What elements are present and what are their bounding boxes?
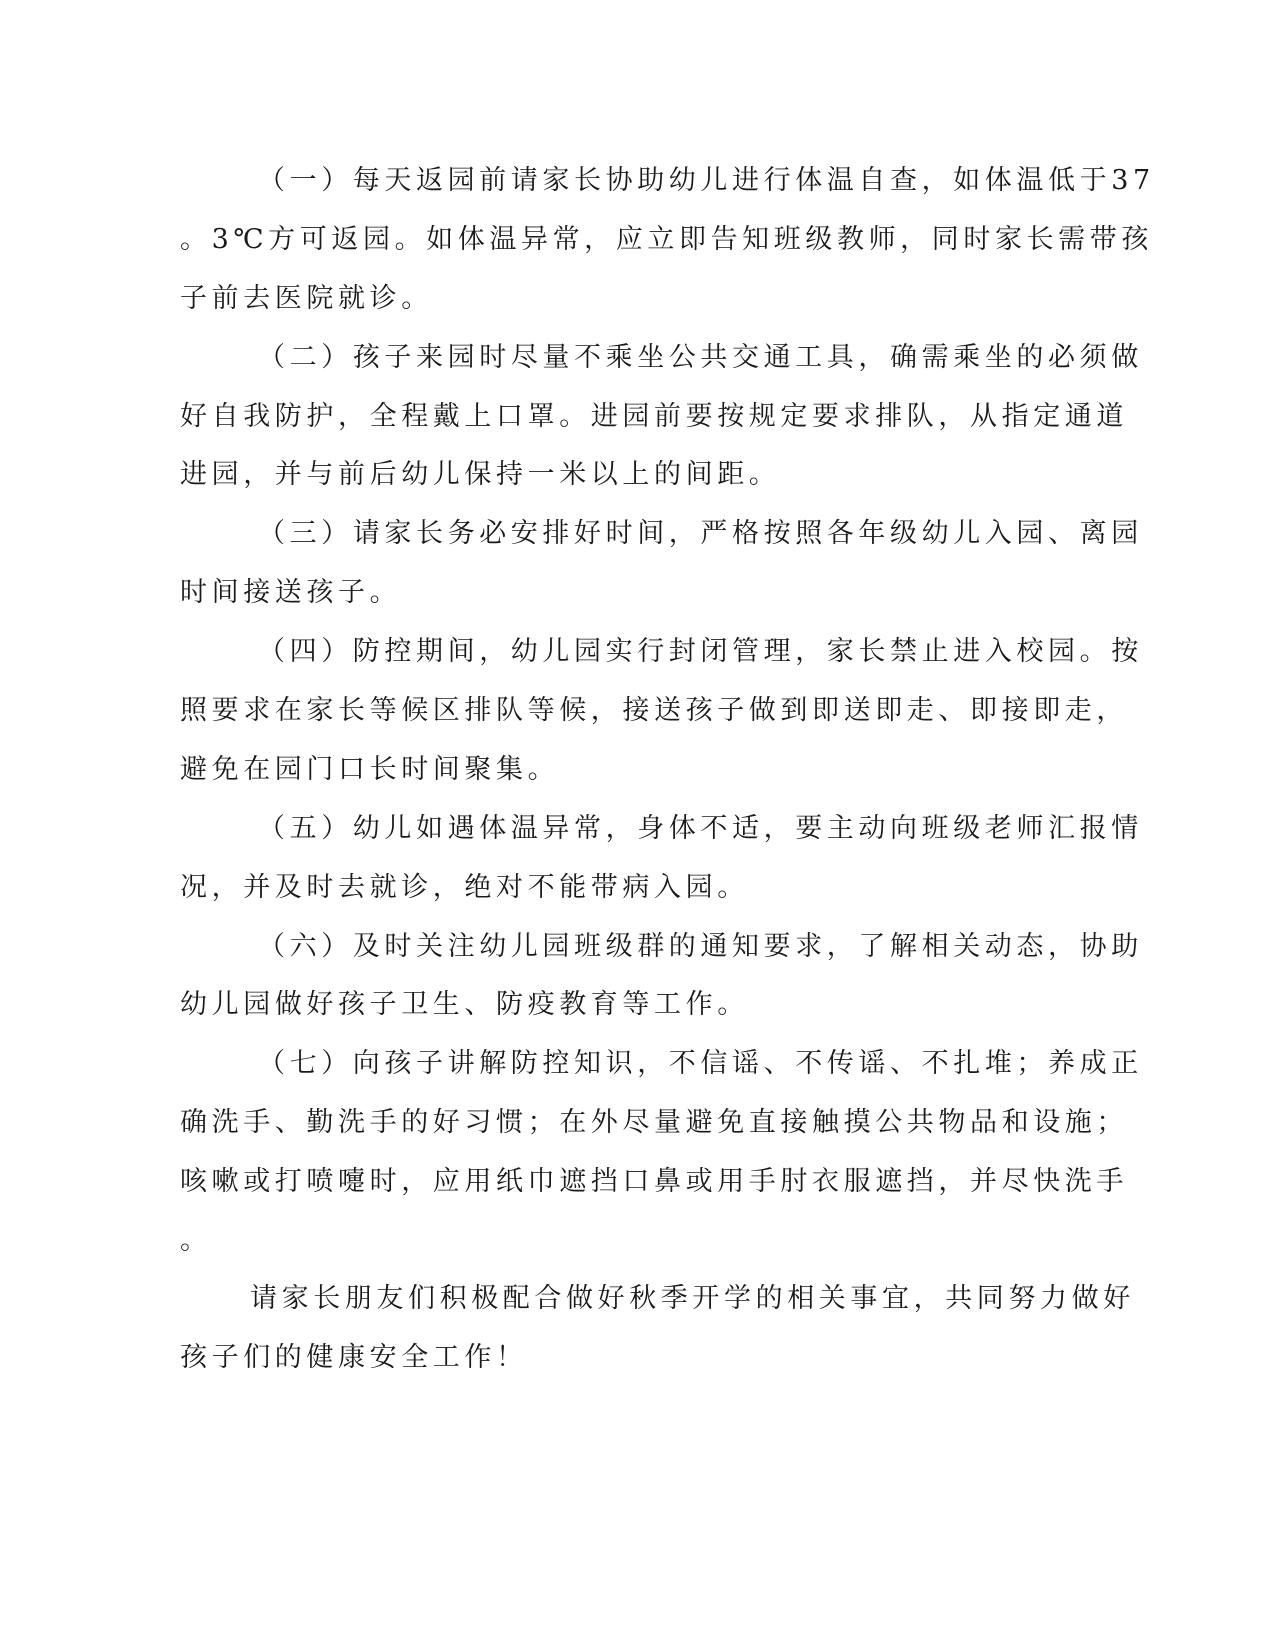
closing-line: 请家长朋友们积极配合做好秋季开学的相关事宜，共同努力做好	[250, 1283, 1135, 1314]
paragraph-line: 确洗手、勤洗手的好习惯；在外尽量避免直接触摸公共物品和设施；	[180, 1107, 1128, 1138]
paragraph-line: （六）及时关注幼儿园班级群的通知要求，了解相关动态，协助	[258, 931, 1143, 962]
paragraph-line: 。	[180, 1225, 212, 1256]
paragraph-line: 。3℃方可返园。如体温异常，应立即告知班级教师，同时家长需带孩	[180, 224, 1153, 255]
paragraph-line: （二）孩子来园时尽量不乘坐公共交通工具，确需乘坐的必须做	[258, 342, 1143, 373]
paragraph-line: 子前去医院就诊。	[180, 283, 433, 314]
paragraph-line: （三）请家长务必安排好时间，严格按照各年级幼儿入园、离园	[258, 518, 1143, 549]
paragraph-line: 咳嗽或打喷嚏时，应用纸巾遮挡口鼻或用手肘衣服遮挡，并尽快洗手	[180, 1166, 1128, 1197]
paragraph-line: 好自我防护，全程戴上口罩。进园前要按规定要求排队，从指定通道	[180, 401, 1128, 432]
paragraph-line: 幼儿园做好孩子卫生、防疫教育等工作。	[180, 989, 749, 1020]
paragraph-line: （五）幼儿如遇体温异常，身体不适，要主动向班级老师汇报情	[258, 813, 1143, 844]
paragraph-line: 照要求在家长等候区排队等候，接送孩子做到即送即走、即接即走，	[180, 695, 1128, 726]
paragraph-line: 况，并及时去就诊，绝对不能带病入园。	[180, 872, 749, 903]
paragraph-line: 避免在园门口长时间聚集。	[180, 754, 560, 785]
paragraph-line: （一）每天返园前请家长协助幼儿进行体温自查，如体温低于37	[258, 165, 1155, 196]
paragraph-line: 进园，并与前后幼儿保持一米以上的间距。	[180, 459, 781, 490]
paragraph-line: （四）防控期间，幼儿园实行封闭管理，家长禁止进入校园。按	[258, 636, 1143, 667]
paragraph-line: （七）向孩子讲解防控知识，不信谣、不传谣、不扎堆；养成正	[258, 1048, 1143, 1079]
paragraph-line: 时间接送孩子。	[180, 577, 402, 608]
closing-line: 孩子们的健康安全工作！	[180, 1342, 528, 1373]
